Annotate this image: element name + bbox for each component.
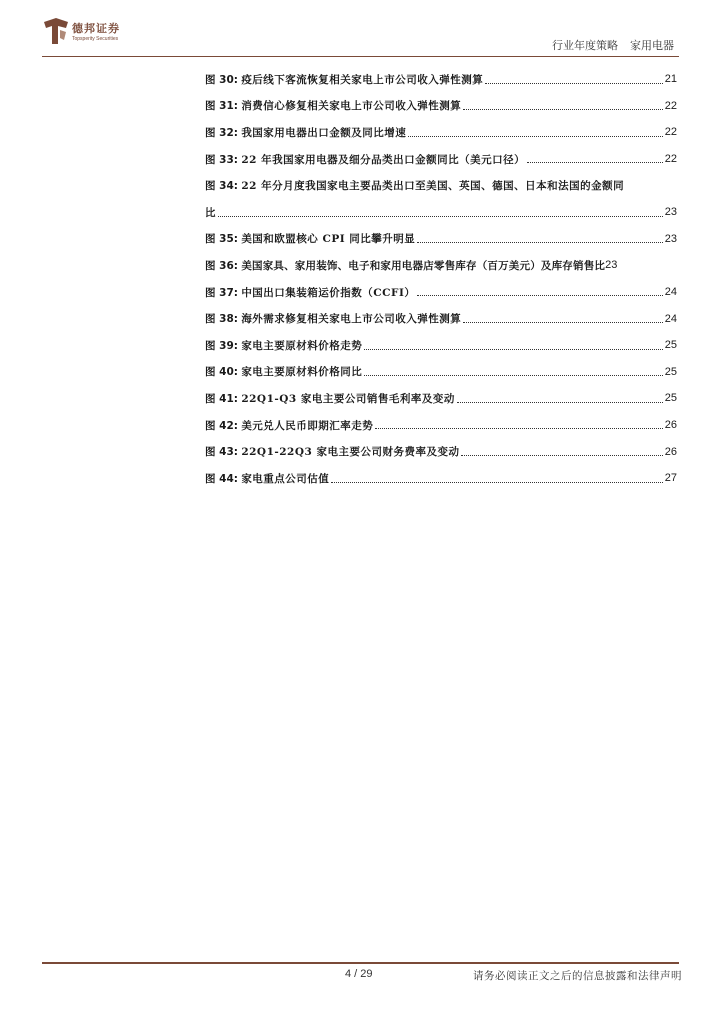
toc-entry-label: 图 32: — [205, 126, 238, 139]
toc-entry[interactable] — [205, 146, 677, 173]
toc-entry-label: 图 39: — [205, 339, 238, 352]
toc-entry-page: 23 — [605, 259, 618, 272]
toc-entry[interactable] — [205, 93, 677, 120]
toc-leader — [457, 401, 663, 403]
toc-entry-title: 中国出口集装箱运价指数（CCFI） — [241, 286, 416, 299]
toc-entry-label: 图 38: — [205, 313, 238, 326]
toc-entry-title: 家电重点公司估值 — [241, 472, 330, 485]
toc-leader — [364, 374, 662, 376]
toc-entry-page: 23 — [664, 206, 677, 219]
toc-entry-title: 美国和欧盟核心 CPI 同比攀升明显 — [241, 233, 416, 246]
toc-entry-title: 疫后线下客流恢复相关家电上市公司收入弹性测算 — [241, 73, 484, 86]
toc-leader — [417, 241, 662, 243]
toc-entry-label: 图 35: — [205, 233, 238, 246]
toc-entry-title: 家电主要原材料价格走势 — [241, 339, 363, 352]
page-number: 4 / 29 — [345, 968, 373, 980]
logo-english-name: Topsperity Securities — [72, 36, 119, 42]
header-divider — [42, 56, 679, 57]
toc-entry[interactable] — [205, 305, 677, 332]
toc-entry-title: 22Q1-Q3 家电主要公司销售毛利率及变动 — [241, 392, 455, 405]
toc-entry-title: 22 年分月度我国家电主要品类出口至美国、英国、德国、日本和法国的金额同 — [241, 180, 625, 193]
toc-entry-label: 图 41: — [205, 392, 238, 405]
toc-entry[interactable] — [205, 252, 677, 279]
toc-entry[interactable] — [205, 332, 677, 359]
toc-entry-page: 26 — [664, 419, 677, 432]
toc-entry[interactable] — [205, 438, 677, 465]
toc-leader — [485, 82, 662, 84]
toc-entry-title: 美国家具、家用装饰、电子和家用电器店零售库存（百万美元）及库存销售比 — [241, 259, 606, 272]
toc-leader — [364, 348, 662, 350]
toc-entry-title: 消费信心修复相关家电上市公司收入弹性测算 — [241, 100, 462, 113]
toc-entry-page: 27 — [664, 472, 677, 485]
toc-entry-label: 图 33: — [205, 153, 238, 166]
toc-leader — [375, 427, 662, 429]
toc-entry-title: 比 — [205, 206, 216, 219]
toc-entry-title: 22Q1-22Q3 家电主要公司财务费率及变动 — [241, 446, 460, 459]
toc-entry-title: 我国家用电器出口金额及同比增速 — [241, 126, 407, 139]
report-type: 行业年度策略 — [552, 39, 618, 52]
toc-entry-page: 25 — [664, 392, 677, 405]
toc-entry-label: 图 30: — [205, 73, 238, 86]
toc-entry-label: 图 37: — [205, 286, 238, 299]
toc-entry-title: 家电主要原材料价格同比 — [241, 366, 363, 379]
toc-entry-label: 图 34: — [205, 180, 238, 193]
toc-leader — [463, 108, 662, 110]
toc-entry-page: 24 — [664, 286, 677, 299]
toc-entry[interactable] — [205, 465, 677, 492]
toc-leader — [417, 294, 662, 296]
toc-leader — [218, 215, 663, 217]
toc-entry[interactable] — [205, 385, 677, 412]
toc-entry[interactable] — [205, 359, 677, 386]
toc-entry[interactable] — [205, 119, 677, 146]
toc-entry-label: 图 40: — [205, 366, 238, 379]
footer-divider — [42, 962, 679, 964]
toc-entry-title: 22 年我国家用电器及细分品类出口金额同比（美元口径） — [241, 153, 526, 166]
report-category — [552, 37, 674, 53]
toc-entry[interactable] — [205, 279, 677, 306]
toc-leader — [461, 454, 662, 456]
report-sector: 家用电器 — [630, 39, 674, 52]
figure-list — [205, 66, 677, 492]
page-header — [0, 0, 724, 60]
toc-entry[interactable] — [205, 172, 677, 199]
toc-entry-page: 25 — [664, 339, 677, 352]
toc-entry-label: 图 44: — [205, 472, 238, 485]
toc-entry[interactable] — [205, 226, 677, 253]
toc-entry[interactable] — [205, 66, 677, 93]
toc-entry-page: 22 — [664, 99, 677, 112]
toc-entry-label: 图 42: — [205, 419, 238, 432]
toc-leader — [463, 321, 662, 323]
toc-leader — [331, 481, 662, 483]
toc-entry-page: 26 — [664, 445, 677, 458]
toc-leader — [527, 161, 663, 163]
toc-entry-page: 21 — [664, 73, 677, 86]
toc-entry[interactable] — [205, 412, 677, 439]
toc-entry-label: 图 31: — [205, 100, 238, 113]
toc-entry-continuation[interactable] — [205, 199, 677, 226]
toc-entry-page: 24 — [664, 312, 677, 325]
logo-mark-icon — [42, 16, 70, 46]
toc-entry-page: 23 — [664, 232, 677, 245]
company-logo — [42, 16, 162, 50]
toc-entry-page: 25 — [664, 365, 677, 378]
toc-entry-label: 图 36: — [205, 259, 238, 272]
legal-disclaimer: 请务必阅读正文之后的信息披露和法律声明 — [473, 970, 682, 982]
toc-entry-title: 美元兑人民币即期汇率走势 — [241, 419, 374, 432]
toc-entry-label: 图 43: — [205, 446, 238, 459]
toc-entry-page: 22 — [664, 126, 677, 139]
toc-leader — [408, 135, 662, 137]
logo-chinese-name: 德邦证券 — [72, 22, 120, 35]
toc-entry-title: 海外需求修复相关家电上市公司收入弹性测算 — [241, 313, 462, 326]
toc-entry-page: 22 — [664, 153, 677, 166]
